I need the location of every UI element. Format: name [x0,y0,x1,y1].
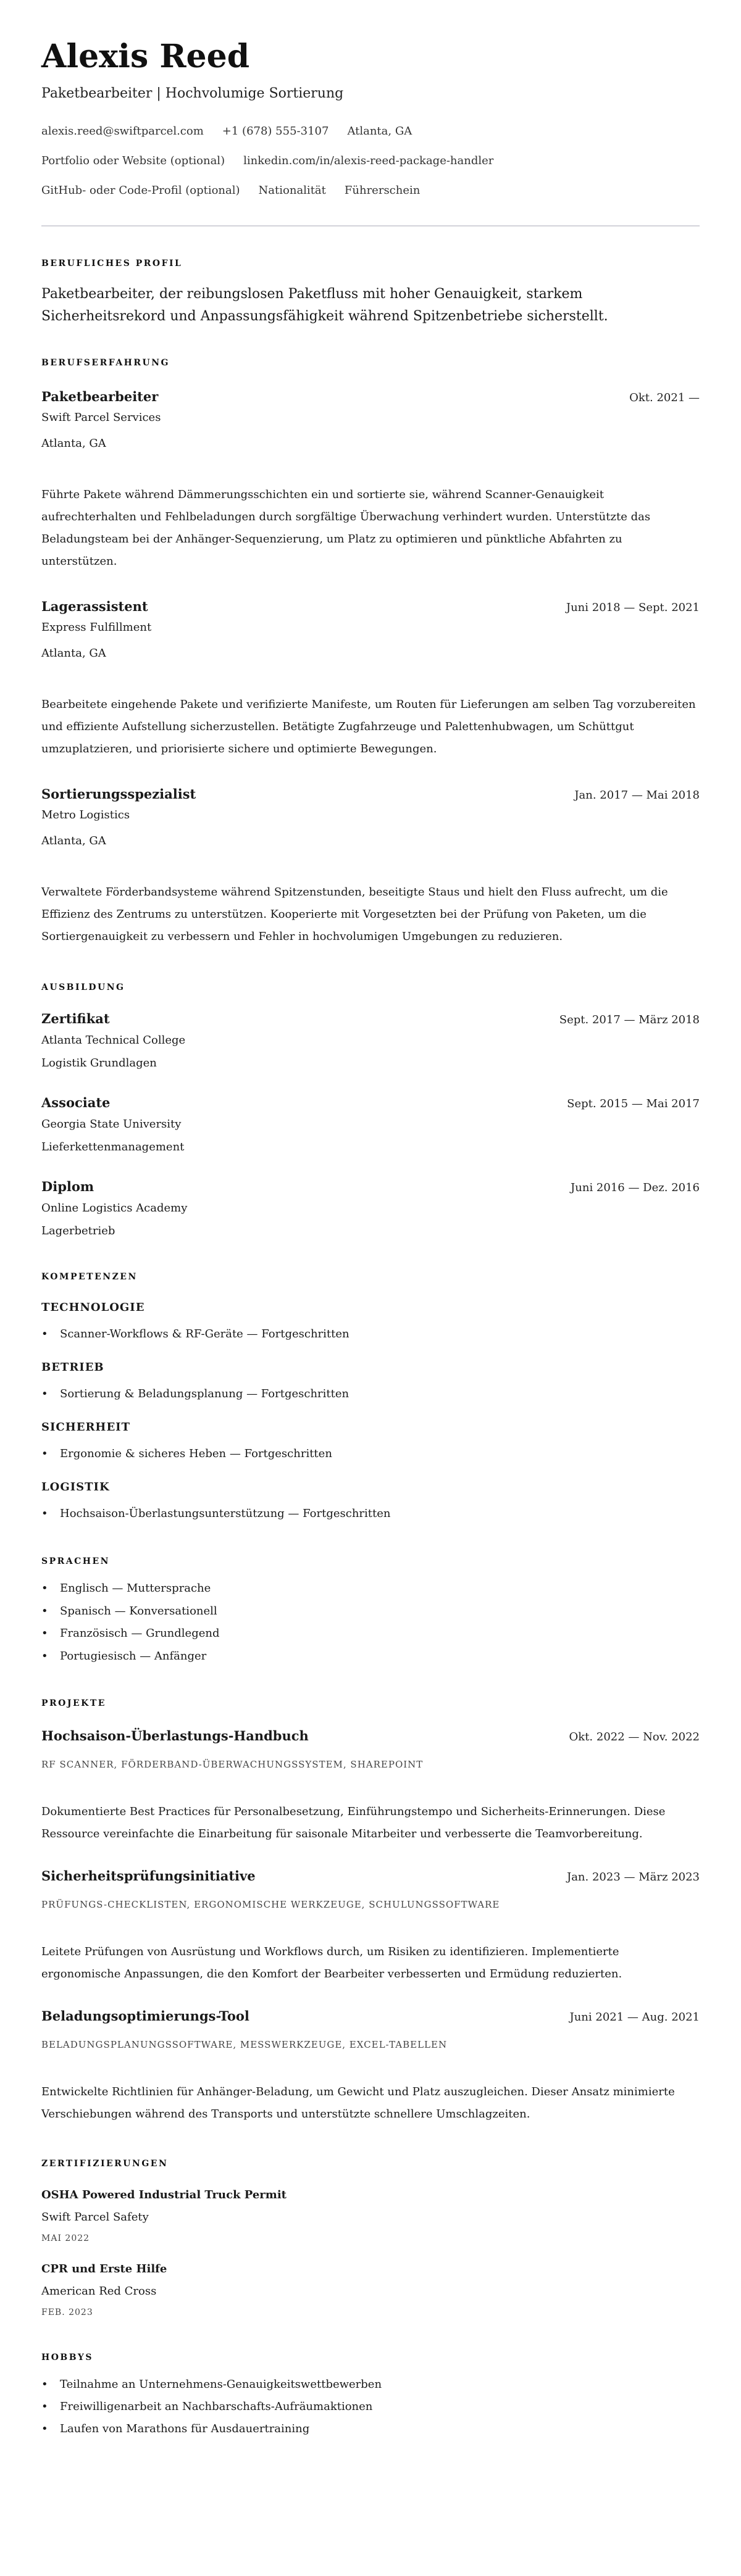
project-description: Dokumentierte Best Practices für Personalbesetzung, Einführungstempo und Sicherheits-Erinnerungen. Diese Ressource vereinfachte die Einarbeitung für saisonale Mitarbeiter und verbesserte die Teamvorbereitung. [41,1805,666,1840]
drivers-license: Führerschein [344,184,421,197]
job-title: Paketbearbeiter [41,389,159,404]
education-section [41,981,700,1240]
github-link[interactable]: GitHub- oder Code-Profil (optional) [41,184,240,197]
project-dates: Juni 2021 — Aug. 2021 [569,2010,700,2024]
certification-entry [41,2187,700,2245]
project-dates: Okt. 2022 — Nov. 2022 [569,1730,700,1743]
hobby-item: • Teilnahme an Unternehmens-Genauigkeitswettbewerben [41,2375,700,2394]
header-divider [41,225,700,226]
skill-list [41,1505,700,1523]
job-description: Führte Pakete während Dämmerungsschichten ein und sortierte sie, während Scanner-Genauigkeit aufrechterhalten und Fehlbeladungen durch sorgfältige Überwachung verhindert wurden. Unterstützte das Beladungsteam bei der Anhänger-Sequenzierung, um Platz zu optimieren und pünktliche Abfahrten zu unterstützen. [41,488,651,568]
section-heading: PROJEKTE [41,1698,106,1708]
skill-group-title: BETRIEB [41,1361,104,1374]
project-technologies: PRÜFUNGS-CHECKLISTEN, ERGONOMISCHE WERKZEUGE, SCHULUNGSSOFTWARE [41,1898,500,1910]
candidate-name: Alexis Reed [41,38,250,75]
company-name: Swift Parcel Services [41,411,161,424]
certification-date: MAI 2022 [41,2233,90,2243]
languages-section [41,1555,700,1666]
school-name: Online Logistics Academy [41,1202,188,1215]
skill-item: • Scanner-Workflows & RF-Geräte — Fortgeschritten [41,1325,700,1344]
degree-title: Diplom [41,1179,94,1194]
experience-section [41,357,700,948]
job-location: Atlanta, GA [41,834,106,847]
section-heading: HOBBYS [41,2352,93,2362]
entry-header [41,1010,700,1029]
job-dates: Juni 2018 — Sept. 2021 [566,601,700,614]
skill-group-title: TECHNOLOGIE [41,1301,145,1314]
projects-section [41,1697,700,2126]
skill-item: • Ergonomie & sicheres Heben — Fortgeschritten [41,1445,700,1463]
section-heading: SPRACHEN [41,1556,110,1566]
job-entry [41,388,700,573]
job-location: Atlanta, GA [41,437,106,450]
education-dates: Juni 2016 — Dez. 2016 [571,1181,700,1194]
company-name: Metro Logistics [41,808,130,821]
education-entry [41,1178,700,1240]
project-technologies: RF SCANNER, FÖRDERBAND-ÜBERWACHUNGSSYSTEM, SHAREPOINT [41,1758,424,1770]
skills-section [41,1271,700,1523]
skill-list [41,1445,700,1463]
project-description: Entwickelte Richtlinien für Anhänger-Beladung, um Gewicht und Platz auszugleichen. Dieser Ansatz minimierte Verschiebungen während des Transports und unterstützte schnellere Umschlagzeiten. [41,2085,675,2121]
job-dates: Okt. 2021 — [629,391,700,404]
section-heading: BERUFLICHES PROFIL [41,259,183,268]
job-description: Bearbeitete eingehende Pakete und verifizierte Manifeste, um Routen für Lieferungen am selben Tag vorzubereiten und effiziente Aufstellung sicherzustellen. Betätigte Zugfahrzeuge und Palettenhubwagen, um Schüttgut umzuplatzieren, und priorisierte sichere und optimierte Bewegungen. [41,698,696,755]
certification-entry [41,2261,700,2319]
certifications-section [41,2158,700,2319]
hobby-list [41,2375,700,2438]
language-item: • Englisch — Muttersprache [41,1579,700,1598]
skill-list [41,1325,700,1344]
project-title: Beladungsoptimierungs-Tool [41,2008,249,2024]
school-name: Atlanta Technical College [41,1034,186,1047]
entry-header [41,1727,700,1747]
job-entry [41,597,700,760]
degree-title: Zertifikat [41,1011,110,1026]
job-location: Atlanta, GA [41,647,106,660]
skill-item: • Sortierung & Beladungsplanung — Fortgeschritten [41,1385,700,1403]
entry-header [41,1178,700,1197]
linkedin-link[interactable]: linkedin.com/in/alexis-reed-package-handler [243,154,494,167]
job-title: Lagerassistent [41,599,148,614]
entry-header [41,388,700,407]
project-technologies: BELADUNGSPLANUNGSSOFTWARE, MESSWERKZEUGE, EXCEL-TABELLEN [41,2038,448,2050]
resume-header [41,38,700,226]
candidate-headline: Paketbearbeiter | Hochvolumige Sortierung [41,86,344,101]
contact-row [41,181,700,200]
certification-title: OSHA Powered Industrial Truck Permit [41,2188,287,2201]
project-title: Sicherheitsprüfungsinitiative [41,1868,256,1884]
project-title: Hochsaison-Überlastungs-Handbuch [41,1727,309,1743]
entry-header [41,785,700,805]
job-description: Verwaltete Förderbandsysteme während Spitzenstunden, beseitigte Staus und hielt den Fluss aufrecht, um die Effizienz des Zentrums zu unterstützen. Kooperierte mit Vorgesetzten bei der Prüfung von Paketen, um die Sortiergenauigkeit zu verbessern und Fehler in hochvolumigen Umgebungen zu reduzieren. [41,886,668,943]
education-entry [41,1010,700,1073]
field-of-study: Logistik Grundlagen [41,1057,157,1070]
job-dates: Jan. 2017 — Mai 2018 [574,789,700,802]
section-heading: AUSBILDUNG [41,983,125,992]
language-item: • Portugiesisch — Anfänger [41,1647,700,1666]
certification-issuer: American Red Cross [41,2284,157,2298]
skill-item: • Hochsaison-Überlastungsunterstützung — Fortgeschritten [41,1505,700,1523]
portfolio-link[interactable]: Portfolio oder Website (optional) [41,154,225,167]
language-item: • Französisch — Grundlegend [41,1624,700,1643]
entry-header [41,597,700,617]
section-heading: BERUFSERFAHRUNG [41,358,170,368]
language-item: • Spanisch — Konversationell [41,1602,700,1621]
skill-list [41,1385,700,1403]
school-name: Georgia State University [41,1118,182,1131]
nationality: Nationalität [258,184,326,197]
skill-group-title: LOGISTIK [41,1481,110,1494]
hobby-item: • Freiwilligenarbeit an Nachbarschafts-Aufräumaktionen [41,2398,700,2416]
project-entry [41,1727,700,1846]
project-entry [41,2007,700,2126]
certification-issuer: Swift Parcel Safety [41,2210,149,2224]
field-of-study: Lieferkettenmanagement [41,1141,185,1153]
skill-group-title: SICHERHEIT [41,1421,130,1434]
education-dates: Sept. 2015 — Mai 2017 [567,1097,700,1110]
degree-title: Associate [41,1095,111,1110]
project-dates: Jan. 2023 — März 2023 [566,1870,700,1884]
entry-header [41,2007,700,2027]
contact-row [41,122,700,141]
profile-section [41,257,700,328]
company-name: Express Fulfillment [41,621,152,634]
section-heading: ZERTIFIZIERUNGEN [41,2158,169,2169]
job-entry [41,785,700,948]
email-link[interactable]: alexis.reed@swiftparcel.com [41,125,204,138]
project-description: Leitete Prüfungen von Ausrüstung und Workflows durch, um Risiken zu identifizieren. Implementierte ergonomische Anpassungen, die den Komfort der Bearbeiter verbesserten und Ermüdung reduzierten. [41,1945,622,1980]
profile-summary: Paketbearbeiter, der reibungslosen Paketfluss mit hoher Genauigkeit, starkem Sicherheitsrekord und Anpassungsfähigkeit während Spitzenbetriebe sicherstellt. [41,286,608,324]
section-heading: KOMPETENZEN [41,1272,138,1282]
language-list [41,1579,700,1666]
hobby-item: • Laufen von Marathons für Ausdauertraining [41,2420,700,2438]
education-entry [41,1094,700,1157]
field-of-study: Lagerbetrieb [41,1224,115,1237]
location: Atlanta, GA [347,125,412,138]
education-dates: Sept. 2017 — März 2018 [559,1013,700,1026]
job-title: Sortierungsspezialist [41,786,196,802]
hobbies-section [41,2351,700,2438]
certification-date: FEB. 2023 [41,2307,93,2317]
project-entry [41,1867,700,1986]
entry-header [41,1867,700,1887]
contact-row [41,152,700,170]
phone-number: +1 (678) 555-3107 [222,125,329,138]
certification-title: CPR und Erste Hilfe [41,2262,167,2275]
entry-header [41,1094,700,1113]
